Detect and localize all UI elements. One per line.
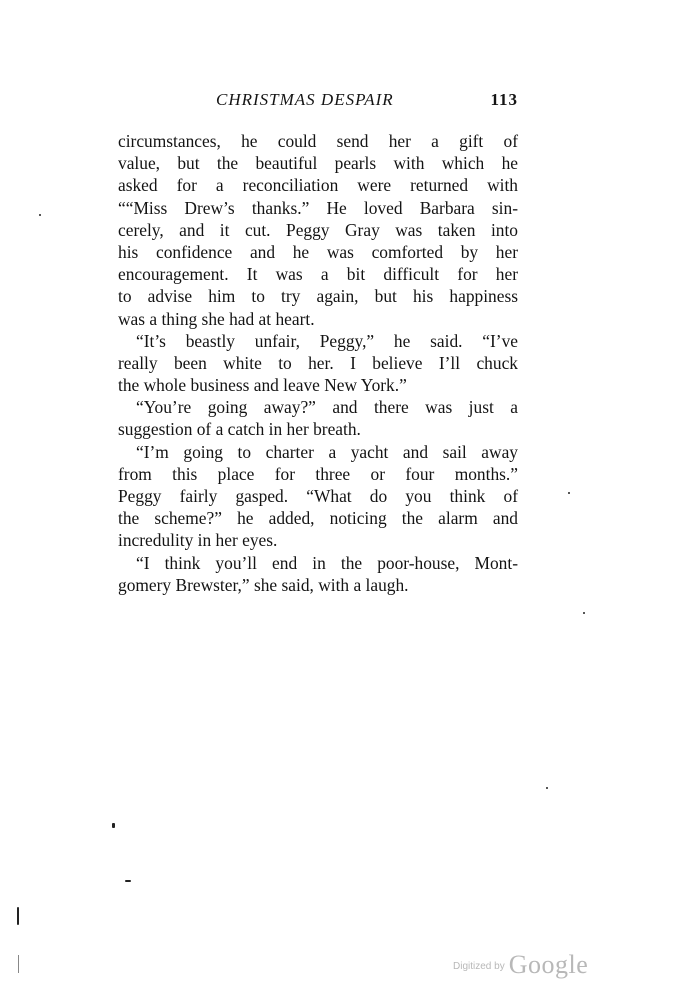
text-line: asked for a reconciliation were returned with [118,175,518,196]
watermark-digitized-by: Digitized by [453,961,505,972]
running-title: CHRISTMAS DESPAIR [216,90,394,109]
text-line: value, but the beautiful pearls with which he [118,153,518,174]
page-number: 113 [490,90,518,109]
text-line: his confidence and he was comforted by her [118,241,518,262]
text-line: suggestion of a catch in her breath. [118,419,361,440]
google-logo: Google [508,950,589,979]
scan-speck [17,907,19,925]
text-line: really been white to her. I believe I’ll chuck [118,352,518,373]
scan-speck [546,787,548,789]
text-line: incredulity in her eyes. [118,530,278,551]
text-line: circumstances, he could send her a gift of [118,131,518,151]
text-line: the scheme?” he added, noticing the alarm and [118,508,518,529]
text-line: “I think you’ll end in the poor-house, Mont- [136,552,518,573]
text-line: was a thing she had at heart. [118,308,315,329]
text-line: “I’m going to charter a yacht and sail away [136,441,518,462]
scan-speck [583,612,585,614]
body-text [118,130,518,596]
scan-speck [112,823,115,828]
text-line: Peggy fairly gasped. “What do you think of [118,486,518,506]
text-line: from this place for three or four months.” [118,463,518,484]
text-line: “It’s beastly unfair, Peggy,” he said. “I’ve [136,330,518,351]
scan-speck [125,880,131,882]
text-line: encouragement. It was a bit difficult for her [118,264,518,285]
text-line: to advise him to try again, but his happiness [118,286,518,307]
scan-speck [18,955,19,973]
text-line: gomery Brewster,” she said, with a laugh. [118,574,409,595]
text-line: ““Miss Drew’s thanks.” He loved Barbara sin- [118,197,518,218]
scan-speck [568,492,570,494]
google-watermark [453,950,588,980]
text-line: cerely, and it cut. Peggy Gray was taken into [118,219,518,240]
scan-speck [39,214,41,216]
text-line: “You’re going away?” and there was just a [136,397,518,418]
text-line: the whole business and leave New York.” [118,375,407,396]
running-head [118,90,518,114]
